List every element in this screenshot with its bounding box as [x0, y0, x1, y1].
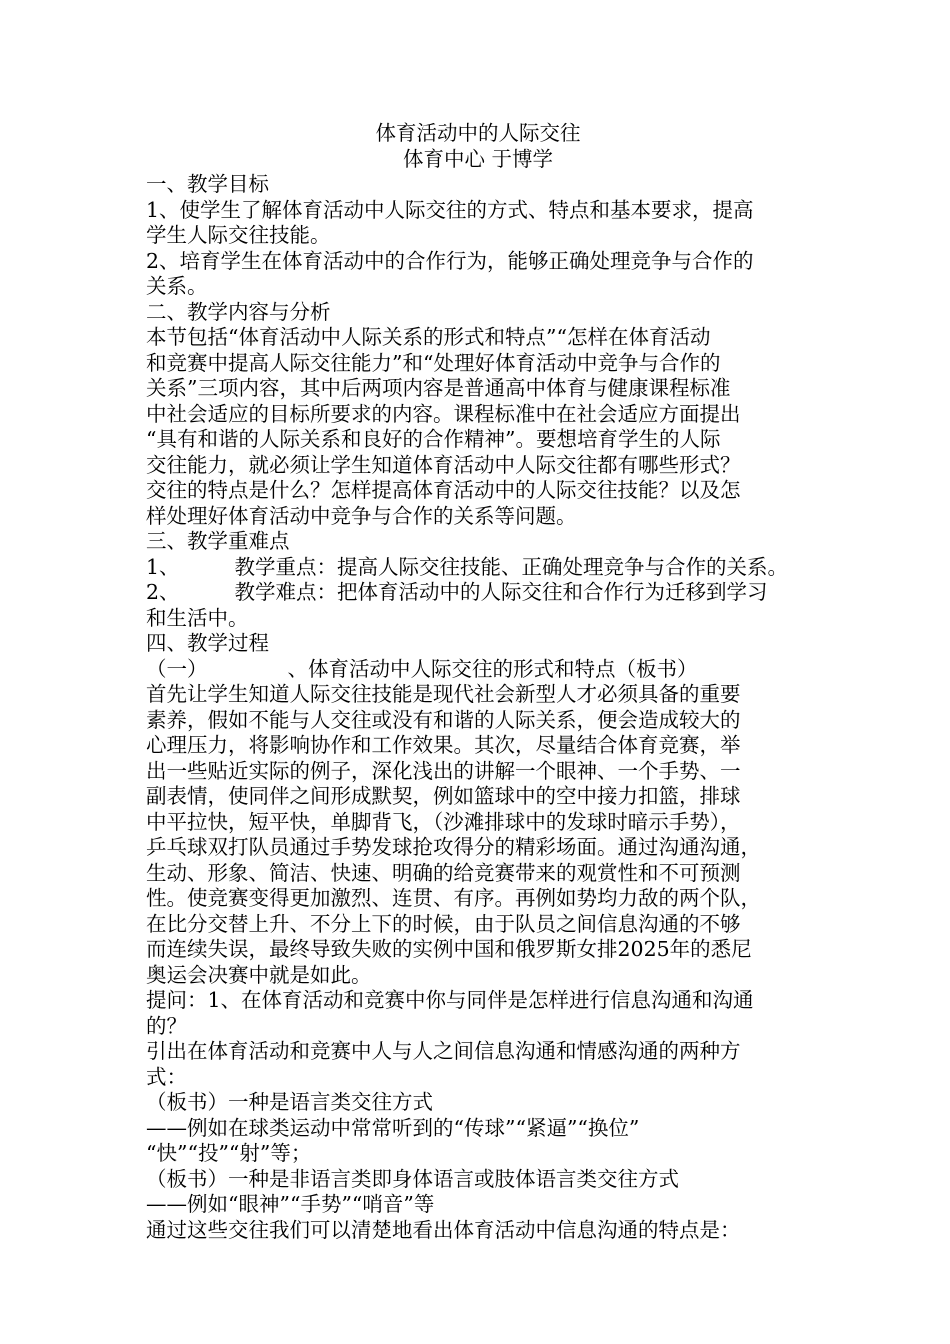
- example-line: ——例如在球类运动中常常听到的“传球”“紧逼”“换位”: [146, 1115, 640, 1140]
- paragraph-line: 引出在体育活动和竞赛中人与人之间信息沟通和情感沟通的两种方: [146, 1039, 741, 1063]
- paragraph-line: 式：: [146, 1064, 187, 1089]
- example-line: “快”“投”“射”等；: [146, 1141, 312, 1165]
- section-title: 、体育活动中人际交往的形式和特点（板书）: [287, 656, 698, 681]
- difficulty-line: [146, 580, 810, 606]
- paragraph-line: 样处理好体育活动中竞争与合作的关系等问题。: [146, 503, 577, 528]
- question-line: 提问：1、在体育活动和竞赛中你与同伴是怎样进行信息沟通和沟通: [146, 988, 754, 1012]
- paragraph-line: 性。使竞赛变得更加激烈、连贯、有序。再例如势均力敌的两个队，: [146, 886, 761, 910]
- paragraph-line: 和生活中。: [146, 605, 249, 630]
- difficulty-text: 教学难点：把体育活动中的人际交往和合作行为迁移到学习: [234, 580, 768, 604]
- board-note-line: （板书）一种是非语言类即身体语言或肢体语言类交往方式: [146, 1166, 679, 1191]
- list-number: 2、: [146, 580, 180, 604]
- paragraph-line: 中平拉快，短平快，单脚背飞，（沙滩排球中的发球时暗示手势），: [146, 809, 741, 834]
- paragraph-line: “具有和谐的人际关系和良好的合作精神”。要想培育学生的人际: [146, 427, 721, 451]
- section-number: （一）: [146, 656, 208, 681]
- key-point-text: 教学重点：提高人际交往技能、正确处理竞争与合作的关系。: [234, 554, 789, 579]
- paragraph-line: 本节包括“体育活动中人际关系的形式和特点”“怎样在体育活动: [146, 325, 711, 349]
- list-number: 1、: [146, 554, 180, 579]
- paragraph-line: 素养，假如不能与人交往或没有和谐的人际关系，便会造成较大的: [146, 707, 741, 732]
- heading-teaching-process: 四、教学过程: [146, 631, 269, 655]
- board-note-line: （板书）一种是语言类交往方式: [146, 1090, 433, 1114]
- paragraph-line: 学生人际交往技能。: [146, 223, 331, 247]
- paragraph-line: 的？: [146, 1013, 187, 1038]
- document-body: [146, 121, 810, 1243]
- paragraph-line: 首先让学生知道人际交往技能是现代社会新型人才必须具备的重要: [146, 682, 741, 706]
- section-heading: [146, 657, 810, 683]
- paragraph-line: 2、培育学生在体育活动中的合作行为，能够正确处理竞争与合作的: [146, 248, 754, 273]
- document-title: 体育活动中的人际交往: [375, 121, 581, 145]
- heading-key-difficulties: 三、教学重难点: [146, 529, 290, 553]
- document-subtitle: 体育中心 于博学: [402, 146, 554, 171]
- heading-content-analysis: 二、教学内容与分析: [146, 299, 331, 324]
- paragraph-line: 和竞赛中提高人际交往能力”和“处理好体育活动中竞争与合作的: [146, 350, 721, 375]
- paragraph-line: 奥运会决赛中就是如此。: [146, 962, 372, 987]
- paragraph-line: 副表情，使同伴之间形成默契，例如篮球中的空中接力扣篮，排球: [146, 784, 741, 808]
- heading-teaching-goals: 一、教学目标: [146, 172, 269, 196]
- paragraph-line: 关系。: [146, 274, 208, 298]
- paragraph-line: 而连续失误，最终导致失败的实例中国和俄罗斯女排2025年的悉尼: [146, 937, 752, 961]
- paragraph-line: 生动、形象、简洁、快速、明确的给竞赛带来的观赏性和不可预测: [146, 860, 741, 885]
- paragraph-line: 交往的特点是什么？怎样提高体育活动中的人际交往技能？以及怎: [146, 478, 741, 502]
- paragraph-line: 中社会适应的目标所要求的内容。课程标准中在社会适应方面提出: [146, 401, 741, 426]
- paragraph-line: 交往能力，就必须让学生知道体育活动中人际交往都有哪些形式？: [146, 452, 741, 477]
- key-point-line: [146, 555, 810, 581]
- paragraph-line: 通过这些交往我们可以清楚地看出体育活动中信息沟通的特点是：: [146, 1217, 741, 1242]
- paragraph-line: 关系”三项内容，其中后两项内容是普通高中体育与健康课程标准: [146, 376, 731, 400]
- paragraph-line: 1、使学生了解体育活动中人际交往的方式、特点和基本要求，提高: [146, 197, 754, 222]
- paragraph-line: 乒乓球双打队员通过手势发球抢攻得分的精彩场面。通过沟通沟通，: [146, 835, 761, 859]
- paragraph-line: 心理压力，将影响协作和工作效果。其次，尽量结合体育竞赛，举: [146, 733, 741, 757]
- paragraph-line: 在比分交替上升、不分上下的时候，由于队员之间信息沟通的不够: [146, 911, 741, 936]
- example-line: ——例如“眼神”“手势”“哨音”等: [146, 1192, 435, 1216]
- paragraph-line: 出一些贴近实际的例子，深化浅出的讲解一个眼神、一个手势、一: [146, 758, 741, 783]
